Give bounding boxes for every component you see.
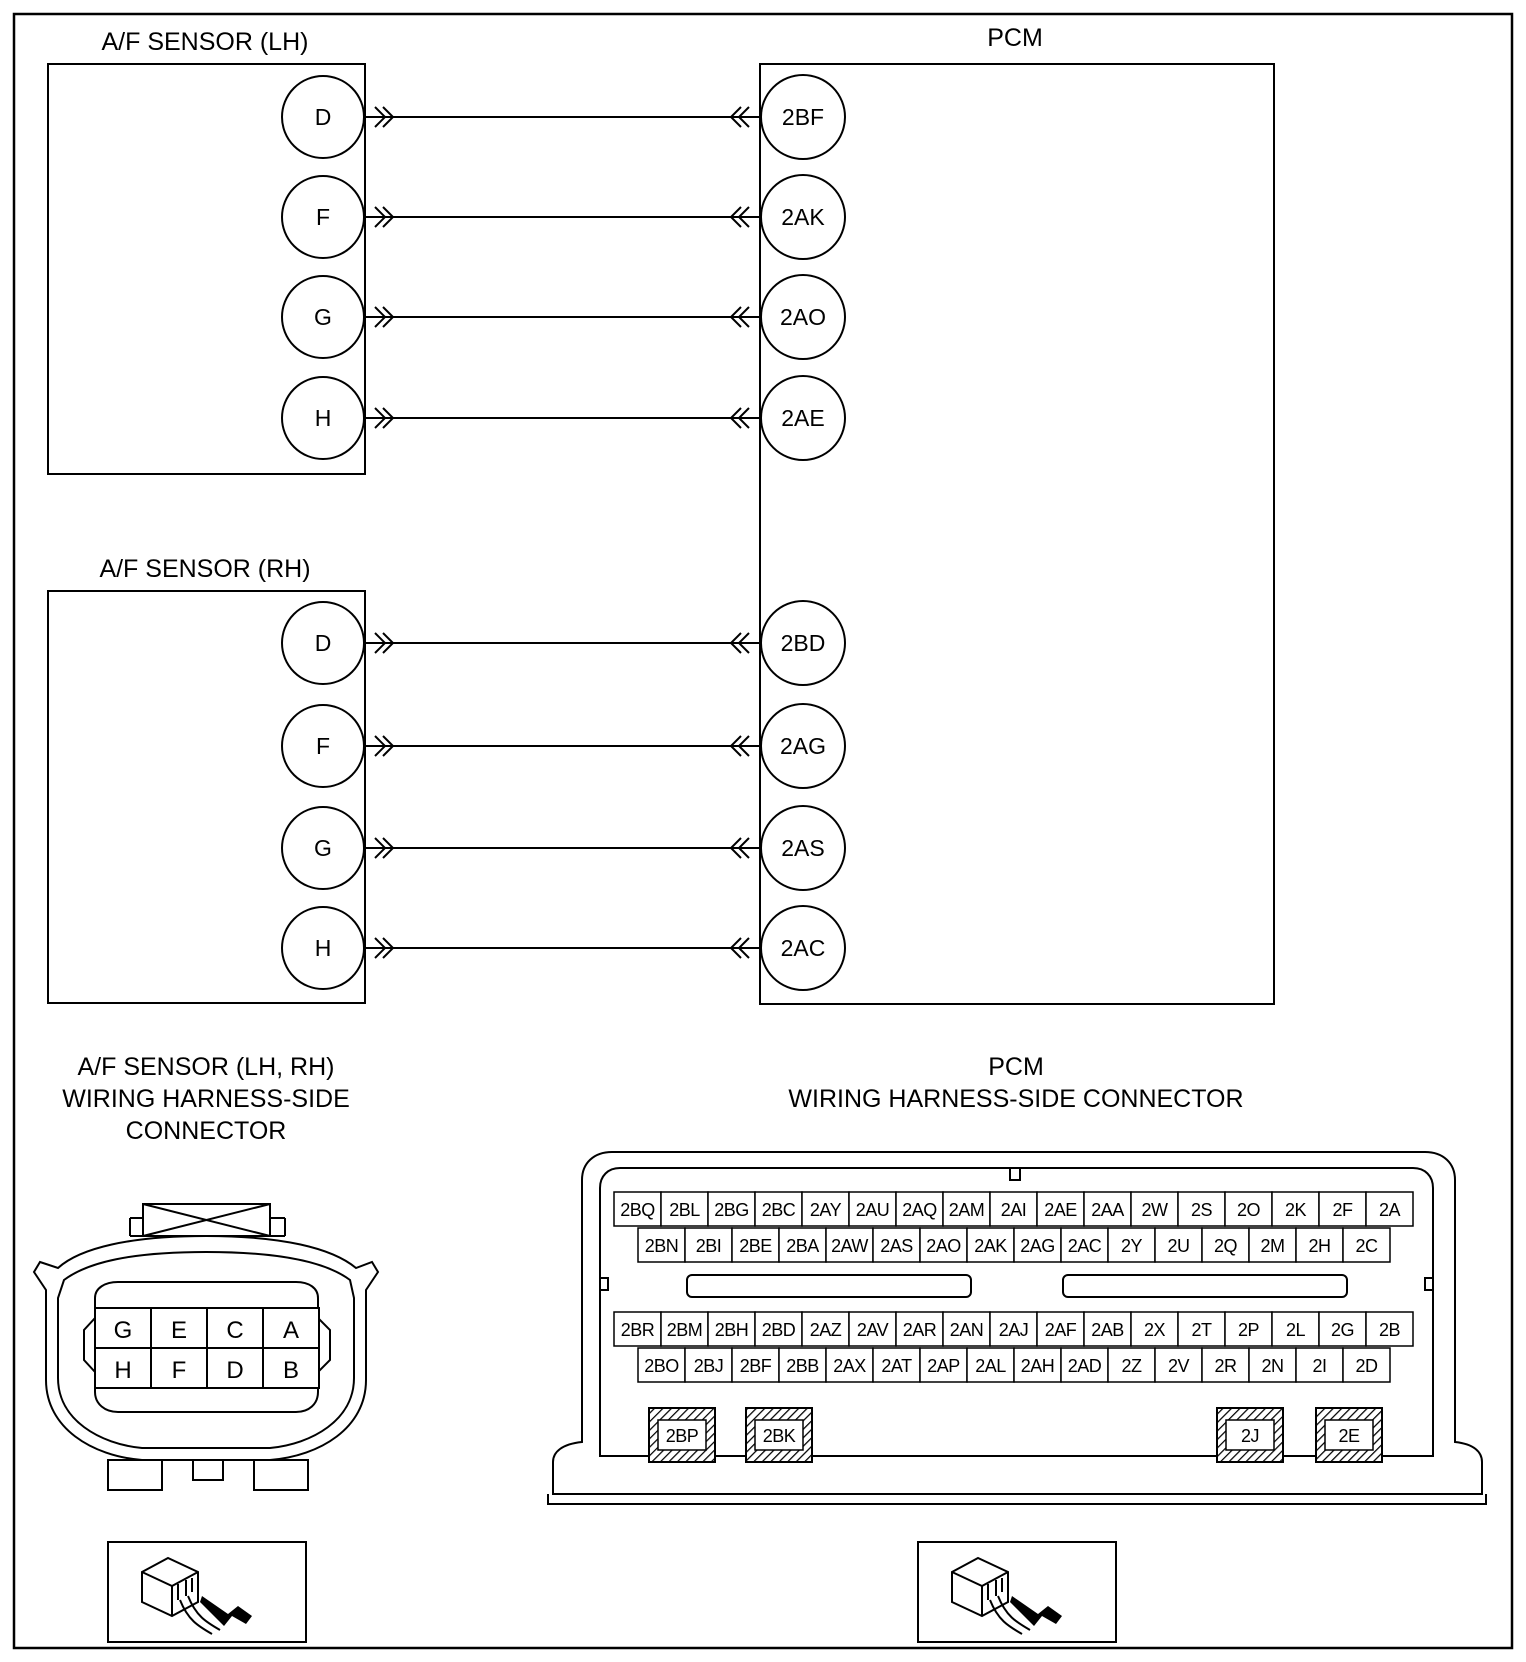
sensor-pin-label: G [314, 835, 332, 861]
pcm-cavity-label: 2AV [856, 1320, 889, 1340]
pcm-cavity-label: 2AE [1044, 1200, 1077, 1220]
pcm-cavity-label: 2AK [974, 1236, 1007, 1256]
sensor-cavity-label: A [282, 1317, 300, 1344]
sensor-cavity-label: C [226, 1317, 244, 1344]
pcm-cavity-label: 2AU [855, 1200, 890, 1220]
pcm-cavity-label: 2L [1285, 1320, 1306, 1340]
pcm-pin-label: 2BD [780, 630, 826, 656]
pcm-power-cavity-label: 2J [1240, 1426, 1260, 1446]
pcm-cavity-label: 2BL [669, 1200, 700, 1220]
pcm-cavity-label: 2T [1191, 1320, 1212, 1340]
pcm-cavity-label: 2W [1141, 1200, 1168, 1220]
pcm-cavity-label: 2G [1330, 1320, 1355, 1340]
pcm-cavity-label: 2X [1143, 1320, 1166, 1340]
pcm-cavity-label: 2S [1190, 1200, 1213, 1220]
pcm-cavity-label: 2V [1167, 1356, 1190, 1376]
sensor-connector-title-3: CONNECTOR [125, 1117, 287, 1145]
outer-frame [14, 14, 1512, 1648]
pcm-cavity-label: 2BE [739, 1236, 772, 1256]
pcm-cavity-label: 2Z [1121, 1356, 1142, 1376]
pcm-cavity-label: 2Q [1213, 1236, 1238, 1256]
sensor-cavity-label: B [282, 1357, 300, 1384]
pcm-cavity-label: 2K [1284, 1200, 1307, 1220]
pcm-pin-label: 2AS [781, 835, 825, 861]
pcm-cavity-label: 2BB [786, 1356, 819, 1376]
pcm-cavity-label: 2I [1312, 1356, 1327, 1376]
pcm-cavity-label: 2B [1378, 1320, 1401, 1340]
pcm-cavity-label: 2AF [1044, 1320, 1077, 1340]
sensor-cavity-label: E [170, 1317, 188, 1344]
pcm-cavity-label: 2AT [881, 1356, 912, 1376]
pcm-connector-grid [614, 1192, 1413, 1462]
pcm-pin-label: 2AE [781, 405, 825, 431]
pcm-slot-right [1063, 1275, 1347, 1297]
pcm-cavity-label: 2F [1332, 1200, 1353, 1220]
pcm-cavity-label: 2BD [761, 1320, 796, 1340]
pcm-cavity-label: 2BC [761, 1200, 796, 1220]
pcm-cavity-label: 2BH [714, 1320, 749, 1340]
pcm-connector-title-1: PCM [988, 1053, 1044, 1081]
pcm-cavity-label: 2BI [695, 1236, 722, 1256]
pcm-cavity-label: 2BA [786, 1236, 819, 1256]
pcm-cavity-label: 2BM [666, 1320, 703, 1340]
pcm-pin-label: 2AG [779, 733, 827, 759]
sensor-pin-label: H [314, 935, 332, 961]
sensor-pin-label: D [314, 630, 332, 656]
pcm-cavity-label: 2P [1237, 1320, 1260, 1340]
connector-view-icon [108, 1542, 306, 1642]
pcm-cavity-label: 2BQ [620, 1200, 655, 1220]
pcm-cavity-label: 2AY [809, 1200, 842, 1220]
sensor-cavity-label: F [171, 1357, 187, 1384]
pcm-cavity-label: 2O [1236, 1200, 1261, 1220]
pcm-cavity-label: 2AW [831, 1236, 868, 1256]
sensor-connector-grid [95, 1308, 319, 1388]
sensor-cavity-label: H [114, 1357, 132, 1384]
sensor-pin-label: H [314, 405, 332, 431]
sensor-connector-title-1: A/F SENSOR (LH, RH) [77, 1053, 335, 1081]
sensor-cavity-label: D [226, 1357, 244, 1384]
pcm-cavity-label: 2AN [949, 1320, 984, 1340]
pcm-power-cavity-label: 2E [1338, 1426, 1360, 1446]
pcm-cavity-label: 2R [1214, 1356, 1237, 1376]
pcm-pin-label: 2AO [779, 304, 827, 330]
pcm-cavity-label: 2AX [833, 1356, 866, 1376]
pcm-cavity-label: 2AB [1091, 1320, 1124, 1340]
pcm-cavity-label: 2AP [927, 1356, 960, 1376]
sensor-cavity-label: G [113, 1317, 133, 1344]
pcm-cavity-label: 2AA [1091, 1200, 1124, 1220]
pcm-cavity-label: 2Y [1120, 1236, 1143, 1256]
pcm-cavity-label: 2M [1260, 1236, 1285, 1256]
pcm-cavity-label: 2AI [1000, 1200, 1027, 1220]
pcm-cavity-label: 2BR [620, 1320, 655, 1340]
pcm-cavity-label: 2AH [1020, 1356, 1055, 1376]
sensor-pin-label: G [314, 304, 332, 330]
pcm-pin-label: 2AC [780, 935, 826, 961]
lh-sensor-title: A/F SENSOR (LH) [101, 28, 309, 56]
pcm-cavity-label: 2AG [1020, 1236, 1055, 1256]
pcm-cavity-label: 2BO [644, 1356, 679, 1376]
sensor-connector-title-2: WIRING HARNESS-SIDE [62, 1085, 350, 1113]
pcm-cavity-label: 2C [1355, 1236, 1378, 1256]
sensor-pin-label: F [315, 204, 331, 230]
pcm-cavity-label: 2AD [1067, 1356, 1102, 1376]
pcm-pin-label: 2BF [781, 104, 825, 130]
pcm-cavity-label: 2BF [739, 1356, 772, 1376]
pcm-cavity-label: 2AZ [809, 1320, 842, 1340]
pcm-cavity-label: 2AQ [902, 1200, 937, 1220]
pcm-cavity-label: 2AL [975, 1356, 1006, 1376]
pcm-cavity-label: 2H [1308, 1236, 1331, 1256]
pcm-cavity-label: 2BN [644, 1236, 679, 1256]
pcm-cavity-label: 2AC [1067, 1236, 1102, 1256]
pcm-cavity-label: 2AM [948, 1200, 985, 1220]
rh-sensor-title: A/F SENSOR (RH) [99, 555, 311, 583]
pcm-cavity-label: 2D [1355, 1356, 1378, 1376]
pcm-cavity-label: 2BG [714, 1200, 749, 1220]
pcm-cavity-label: 2AS [880, 1236, 913, 1256]
pcm-cavity-label: 2N [1261, 1356, 1284, 1376]
sensor-pin-label: D [314, 104, 332, 130]
pcm-title: PCM [987, 24, 1043, 52]
pcm-connector-title-2: WIRING HARNESS-SIDE CONNECTOR [788, 1085, 1244, 1113]
pcm-cavity-label: 2BJ [693, 1356, 724, 1376]
pcm-cavity-label: 2U [1167, 1236, 1190, 1256]
pcm-pin-label: 2AK [781, 204, 825, 230]
pcm-cavity-label: 2AO [926, 1236, 961, 1256]
pcm-power-cavity-label: 2BP [665, 1426, 699, 1446]
sensor-pin-label: F [315, 733, 331, 759]
pcm-power-cavity-label: 2BK [762, 1426, 796, 1446]
pcm-cavity-label: 2A [1378, 1200, 1401, 1220]
pcm-cavity-label: 2AJ [998, 1320, 1029, 1340]
pcm-slot-left [687, 1275, 971, 1297]
pcm-cavity-label: 2AR [902, 1320, 937, 1340]
connector-view-icon [918, 1542, 1116, 1642]
